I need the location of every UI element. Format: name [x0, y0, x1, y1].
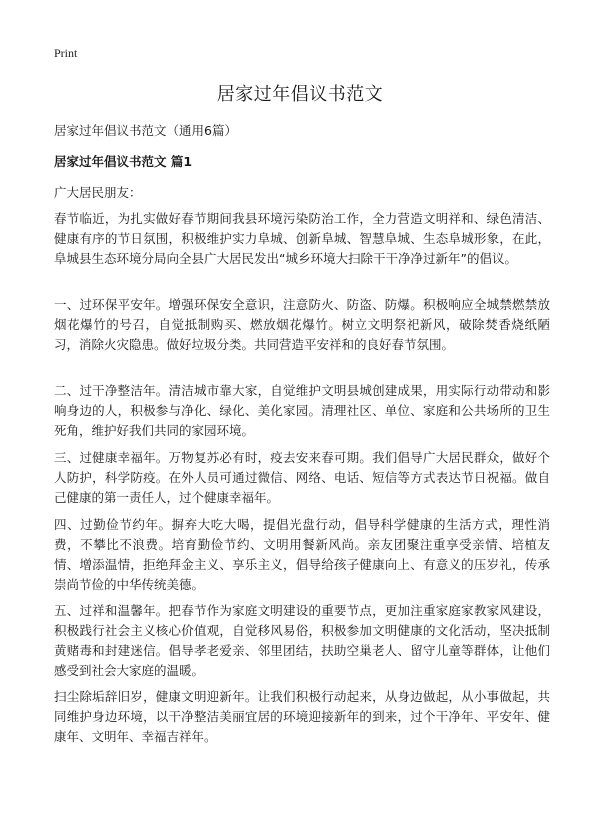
paragraph-point-2: 二、过干净整洁年。清洁城市靠大家，自觉维护文明县城创建成果，用实际行动带动和影响身边的人，积极参与净化、绿化、美化家园。清理社区、单位、家庭和公共场所的卫生死角，维护好我们共同的家园环境。 — [54, 383, 550, 438]
paragraph-closing: 扫尘除垢辞旧岁，健康文明迎新年。让我们积极行动起来，从身边做起，从小事做起，共同维护身边环境，以干净整洁美丽宜居的环境迎接新年的到来，过个干净年、平安年、健康年、文明年、幸福吉祥年。 — [54, 689, 550, 744]
paragraph-point-5: 五、过祥和温馨年。把春节作为家庭文明建设的重要节点，更加注重家庭家教家风建设，积极践行社会主义核心价值观，自觉移风易俗，积极参加文明健康的文化活动，坚决抵制黄赌毒和封建迷信。倡导孝老爱亲、邻里团结，扶助空巢老人、留守儿童等群体，让他们感受到社会大家庭的温暖。 — [54, 603, 550, 678]
document-subtitle: 居家过年倡议书范文（通用6篇） — [54, 123, 237, 138]
paragraph-intro: 春节临近，为扎实做好春节期间我县环境污染防治工作，全力营造文明祥和、绿色清洁、健康有序的节日氛围，积极维护实力阜城、创新阜城、智慧阜城、生态阜城形象，在此，阜城县生态环境分局向全县广大居民发出“城乡环境大扫除干干净净过新年”的倡议。 — [54, 211, 550, 266]
paragraph-point-4: 四、过勤俭节约年。摒弃大吃大喝，提倡光盘行动，倡导科学健康的生活方式，理性消费，不攀比不浪费。培育勤俭节约、文明用餐新风尚。亲友团聚注重享受亲情、培植友情、增添温情，拒绝拜金主义、享乐主义，倡导给孩子健康向上、有意义的压岁礼，传承崇尚节俭的中华传统美德。 — [54, 517, 550, 592]
page-title: 居家过年倡议书范文 — [216, 84, 384, 105]
print-link[interactable]: Print — [54, 46, 78, 60]
section-heading: 居家过年倡议书范文 篇1 — [54, 154, 193, 169]
greeting: 广大居民朋友： — [54, 185, 142, 200]
paragraph-point-3: 三、过健康幸福年。万物复苏必有时，疫去安来春可期。我们倡导广大居民群众，做好个人防护，科学防疫。在外人员可通过微信、网络、电话、短信等方式表达节日祝福。做自己健康的第一责任人，过个健康幸福年。 — [54, 450, 550, 505]
paragraph-point-1: 一、过环保平安年。增强环保安全意识，注意防火、防盗、防爆。积极响应全城禁燃禁放烟花爆竹的号召，自觉抵制购买、燃放烟花爆竹。树立文明祭祀新风，破除焚香烧纸陋习，消除火灾隐患。做好垃圾分类。共同营造平安祥和的良好春节氛围。 — [54, 297, 550, 352]
